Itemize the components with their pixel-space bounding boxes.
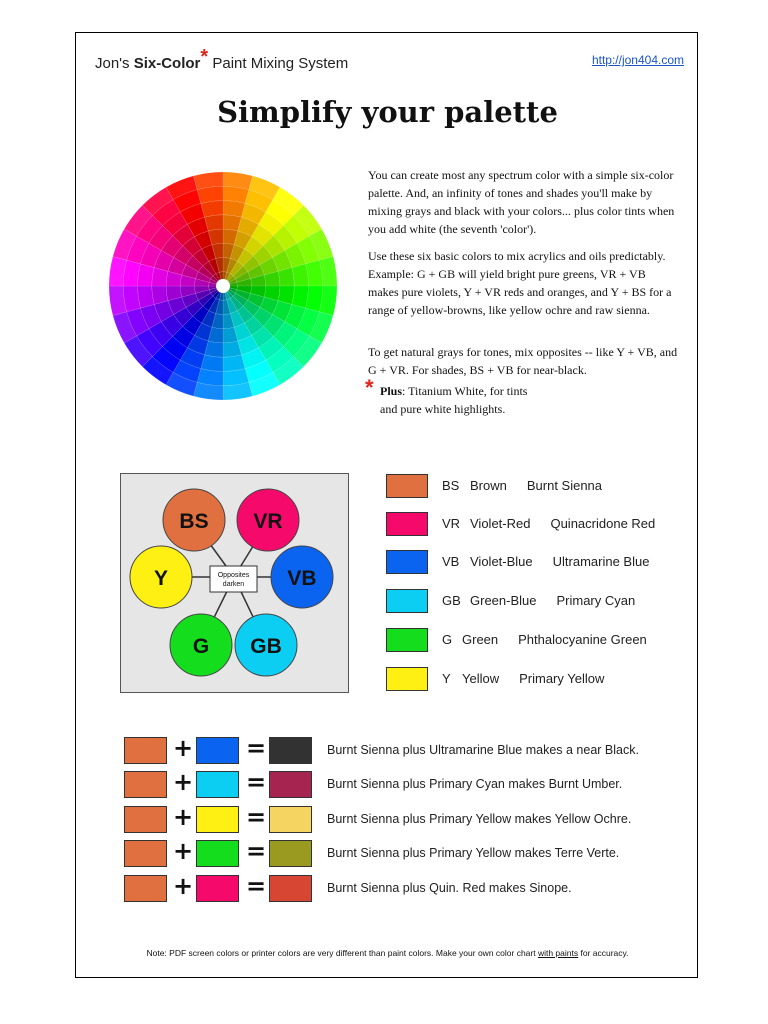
wheel-segment xyxy=(138,286,155,308)
svg-text:VR: VR xyxy=(253,510,283,533)
mix-row xyxy=(124,734,684,765)
mix-description: Burnt Sienna plus Primary Yellow makes Yellow Ochre. xyxy=(327,812,632,826)
mix-description: Burnt Sienna plus Quin. Red makes Sinope. xyxy=(327,881,572,895)
svg-text:Y: Y xyxy=(153,567,169,590)
svg-text:GB: GB xyxy=(250,635,282,658)
plus-sign: + xyxy=(173,872,194,900)
mix-swatch-result xyxy=(269,806,312,833)
mix-swatch-a xyxy=(124,875,167,902)
mix-swatch-a xyxy=(124,771,167,798)
legend-name: Brown xyxy=(470,478,507,493)
mix-row xyxy=(124,803,684,834)
legend-swatch xyxy=(386,550,428,574)
grays-paragraph: To get natural grays for tones, mix opposites -- like Y + VB, and G + VR. For shades, BS + VB for near-black. xyxy=(368,345,678,377)
legend-paint: Primary Cyan xyxy=(556,593,636,608)
legend-swatch xyxy=(386,667,428,691)
mix-swatch-b xyxy=(196,806,239,833)
opposites-label-line2: darken xyxy=(222,581,245,588)
legend-row-gb xyxy=(386,589,686,615)
svg-text:BS: BS xyxy=(179,510,209,533)
wheel-segment xyxy=(223,355,245,372)
mix-swatch-result xyxy=(269,840,312,867)
plus-sign: + xyxy=(173,768,194,796)
legend-paint: Phthalocyanine Green xyxy=(518,632,647,647)
equals-sign: = xyxy=(246,803,267,831)
legend-name: Green xyxy=(462,632,499,647)
legend-code: VR xyxy=(442,516,461,531)
diagram-circle-bs xyxy=(163,489,225,551)
asterisk-icon: * xyxy=(365,375,374,400)
diagram-circle-vr xyxy=(237,489,299,551)
mix-swatch-b xyxy=(196,875,239,902)
legend-row-vr xyxy=(386,512,686,538)
mix-row xyxy=(124,768,684,799)
wheel-segment xyxy=(292,264,309,286)
plus-white-note: Plus: Titanium White, for tints xyxy=(380,384,528,398)
usage-paragraph: Use these six basic colors to mix acrylics and oils predictably. Example: G + GB will yield bright pure greens, VR + VB makes pure violets, Y + VR reds and oranges, and Y + BS for a range of yellow-browns, like yellow ochre and raw sienna. xyxy=(368,249,672,317)
headline: Simplify your palette xyxy=(217,95,558,129)
legend-row-bs xyxy=(386,474,686,500)
document-title: Jon's Six-Color* Paint Mixing System xyxy=(95,46,349,72)
legend-code: VB xyxy=(442,554,460,569)
mix-description: Burnt Sienna plus Primary Yellow makes Terre Verte. xyxy=(327,846,620,860)
diagram-circle-g xyxy=(170,614,232,676)
legend-row-y xyxy=(386,667,686,693)
legend-swatch xyxy=(386,589,428,613)
legend-swatch xyxy=(386,628,428,652)
legend-name: Yellow xyxy=(462,671,500,686)
legend-name: Violet-Red xyxy=(470,516,531,531)
mix-row xyxy=(124,872,684,903)
svg-text:G: G xyxy=(192,635,210,658)
document-page xyxy=(75,32,698,978)
opposites-label-line1: Opposites xyxy=(217,572,250,579)
wheel-segment xyxy=(201,355,223,372)
legend-name: Green-Blue xyxy=(470,593,537,608)
wheel-segment xyxy=(223,201,245,218)
legend-row-g xyxy=(386,628,686,654)
mix-swatch-a xyxy=(124,737,167,764)
legend-paint: Burnt Sienna xyxy=(526,478,603,493)
legend-swatch xyxy=(386,474,428,498)
mix-description: Burnt Sienna plus Ultramarine Blue makes a near Black. xyxy=(327,743,639,757)
legend-code: GB xyxy=(442,593,461,608)
mix-description: Burnt Sienna plus Primary Cyan makes Burnt Umber. xyxy=(327,777,623,791)
color-wheel xyxy=(108,171,338,401)
plus-sign: + xyxy=(173,837,194,865)
plus-sign: + xyxy=(173,803,194,831)
diagram-circle-y xyxy=(130,546,192,608)
legend-paint: Quinacridone Red xyxy=(550,516,656,531)
wheel-segment xyxy=(201,201,223,218)
legend-swatch xyxy=(386,512,428,536)
mix-swatch-a xyxy=(124,806,167,833)
intro-paragraph: You can create most any spectrum color with a simple six-color palette. And, an infinity of tones and shades you'll make by mixing grays and black with your colors... plus color tints when you add white (the seventh 'color'). xyxy=(368,168,675,236)
equals-sign: = xyxy=(246,872,267,900)
equals-sign: = xyxy=(246,837,267,865)
mix-swatch-b xyxy=(196,737,239,764)
mix-swatch-result xyxy=(269,875,312,902)
wheel-segment xyxy=(138,264,155,286)
equals-sign: = xyxy=(246,768,267,796)
asterisk-icon: * xyxy=(200,46,209,68)
diagram-circle-vb xyxy=(271,546,333,608)
opposites-diagram xyxy=(120,473,349,693)
mix-swatch-b xyxy=(196,771,239,798)
mix-swatch-b xyxy=(196,840,239,867)
equals-sign: = xyxy=(246,734,267,762)
mix-swatch-result xyxy=(269,771,312,798)
legend-paint: Ultramarine Blue xyxy=(552,554,650,569)
legend-row-vb xyxy=(386,550,686,576)
mix-swatch-a xyxy=(124,840,167,867)
wheel-segment xyxy=(292,286,309,308)
legend-code: BS xyxy=(442,478,460,493)
diagram-circle-gb xyxy=(235,614,297,676)
footnote-link[interactable]: with paints xyxy=(537,948,579,958)
legend-code: G xyxy=(442,632,453,647)
legend-name: Violet-Blue xyxy=(470,554,533,569)
mix-row xyxy=(124,837,684,868)
legend-paint: Primary Yellow xyxy=(519,671,605,686)
footnote: Note: PDF screen colors or printer colors are very different than paint colors. Make your own color chart with paints for accuracy. xyxy=(146,948,629,958)
opposites-diagram-svg xyxy=(121,474,348,692)
mix-swatch-result xyxy=(269,737,312,764)
plus-sign: + xyxy=(173,734,194,762)
wheel-center xyxy=(216,279,230,293)
website-link[interactable]: http://jon404.com xyxy=(591,53,684,67)
legend-code: Y xyxy=(442,671,451,686)
opposites-label-box xyxy=(210,566,257,592)
plus-white-note-line2: and pure white highlights. xyxy=(380,402,506,416)
svg-text:VB: VB xyxy=(287,567,317,590)
